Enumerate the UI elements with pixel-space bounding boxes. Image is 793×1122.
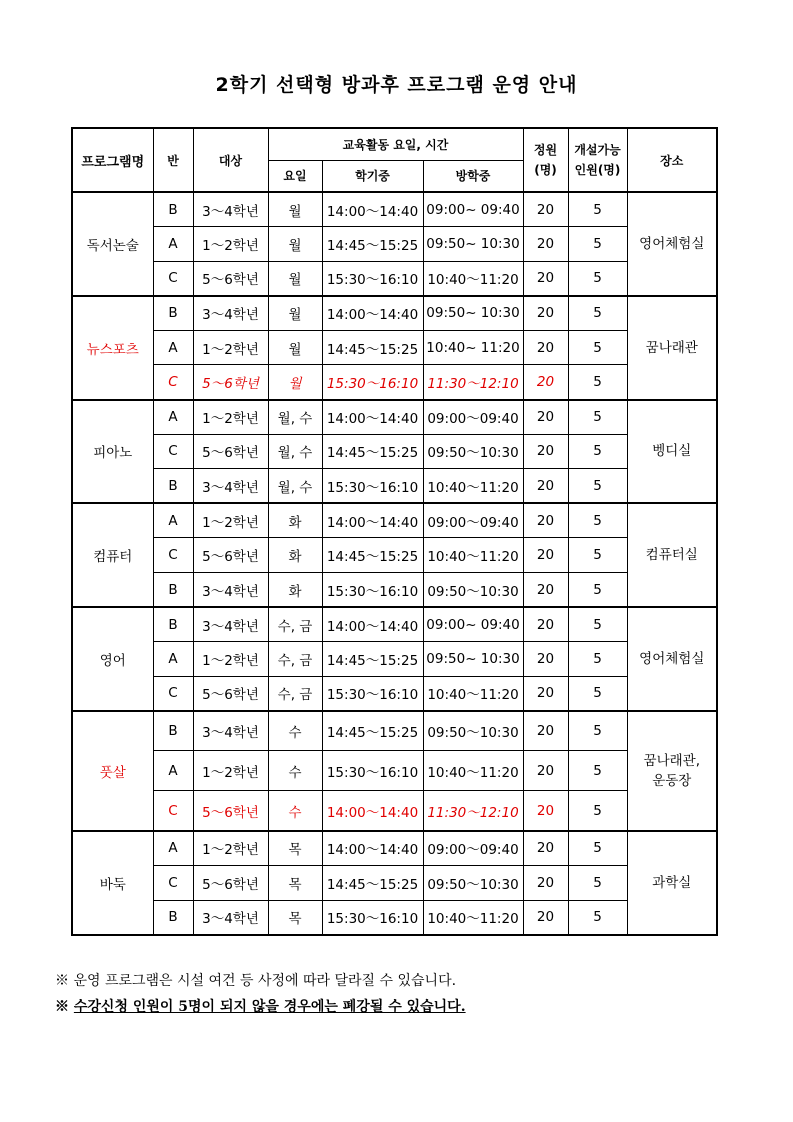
capacity-cell: 20 (523, 866, 568, 901)
vacation-time-cell: 09:00～09:40 (423, 831, 523, 866)
header-activity: 교육활동 요일, 시간 (268, 128, 523, 160)
table-row (72, 296, 717, 331)
semester-time-cell: 15:30～16:10 (322, 469, 423, 504)
notes (55, 968, 466, 1020)
class-cell: B (153, 711, 193, 751)
semester-time-cell: 15:30～16:10 (322, 365, 423, 400)
target-cell: 3～4학년 (193, 711, 268, 751)
day-cell: 화 (268, 503, 322, 538)
header-place: 장소 (627, 128, 717, 192)
note-2: ※ 수강신청 인원이 5명이 되지 않을 경우에는 폐강될 수 있습니다. (55, 999, 466, 1015)
table-row (72, 573, 717, 608)
vacation-time-cell: 09:50～10:30 (423, 866, 523, 901)
program-name: 뉴스포츠 (72, 296, 153, 400)
semester-time-cell: 14:45～15:25 (322, 434, 423, 469)
semester-time-cell: 15:30～16:10 (322, 573, 423, 608)
header-program: 프로그램명 (72, 128, 153, 192)
semester-time-cell: 14:45～15:25 (322, 642, 423, 677)
target-cell: 1～2학년 (193, 227, 268, 262)
place-cell: 벵디실 (627, 400, 717, 504)
header-target: 대상 (193, 128, 268, 192)
table-row (72, 538, 717, 573)
min-open-cell: 5 (568, 751, 627, 791)
semester-time-cell: 14:00～14:40 (322, 400, 423, 435)
vacation-time-cell: 09:50~ 10:30 (423, 227, 523, 262)
class-cell: A (153, 642, 193, 677)
vacation-time-cell: 09:50～10:30 (423, 434, 523, 469)
vacation-time-cell: 10:40~ 11:20 (423, 330, 523, 365)
note-2-text: 수강신청 인원이 5명이 되지 않을 경우에는 폐강될 수 있습니다. (73, 999, 466, 1015)
class-cell: B (153, 296, 193, 331)
target-cell: 5～6학년 (193, 434, 268, 469)
semester-time-cell: 15:30～16:10 (322, 676, 423, 711)
day-cell: 화 (268, 573, 322, 608)
vacation-time-cell: 11:30～12:10 (423, 791, 523, 831)
capacity-cell: 20 (523, 711, 568, 751)
day-cell: 수 (268, 711, 322, 751)
class-cell: A (153, 227, 193, 262)
schedule-body (72, 192, 717, 935)
place-cell: 영어체험실 (627, 192, 717, 296)
place-cell: 꿈나래관, 운동장 (627, 711, 717, 831)
class-cell: C (153, 261, 193, 296)
target-cell: 5～6학년 (193, 866, 268, 901)
min-open-cell: 5 (568, 607, 627, 642)
semester-time-cell: 14:00～14:40 (322, 791, 423, 831)
place-cell: 영어체험실 (627, 607, 717, 711)
capacity-cell: 20 (523, 573, 568, 608)
day-cell: 화 (268, 538, 322, 573)
semester-time-cell: 14:45～15:25 (322, 711, 423, 751)
table-row (72, 607, 717, 642)
vacation-time-cell: 10:40～11:20 (423, 900, 523, 935)
target-cell: 3～4학년 (193, 192, 268, 227)
min-open-cell: 5 (568, 503, 627, 538)
class-cell: B (153, 469, 193, 504)
vacation-time-cell: 10:40～11:20 (423, 751, 523, 791)
min-open-cell: 5 (568, 711, 627, 751)
header-semester: 학기중 (322, 160, 423, 192)
semester-time-cell: 14:00～14:40 (322, 831, 423, 866)
semester-time-cell: 14:45～15:25 (322, 866, 423, 901)
header-min-open: 개설가능 인원(명) (568, 128, 627, 192)
vacation-time-cell: 10:40～11:20 (423, 469, 523, 504)
capacity-cell: 20 (523, 192, 568, 227)
min-open-cell: 5 (568, 573, 627, 608)
vacation-time-cell: 09:50~ 10:30 (423, 642, 523, 677)
class-cell: C (153, 365, 193, 400)
table-row (72, 642, 717, 677)
table-row (72, 900, 717, 935)
header-class: 반 (153, 128, 193, 192)
vacation-time-cell: 09:00～09:40 (423, 503, 523, 538)
class-cell: B (153, 607, 193, 642)
day-cell: 월 (268, 227, 322, 262)
min-open-cell: 5 (568, 538, 627, 573)
day-cell: 월, 수 (268, 469, 322, 504)
table-row (72, 227, 717, 262)
class-cell: A (153, 330, 193, 365)
vacation-time-cell: 09:50～10:30 (423, 573, 523, 608)
day-cell: 수, 금 (268, 607, 322, 642)
target-cell: 1～2학년 (193, 642, 268, 677)
place-cell: 꿈나래관 (627, 296, 717, 400)
header-capacity: 정원 (명) (523, 128, 568, 192)
program-name: 풋살 (72, 711, 153, 831)
capacity-cell: 20 (523, 791, 568, 831)
header-day: 요일 (268, 160, 322, 192)
note-1-text: 운영 프로그램은 시설 여건 등 사정에 따라 달라질 수 있습니다. (73, 973, 457, 989)
capacity-cell: 20 (523, 676, 568, 711)
day-cell: 수, 금 (268, 676, 322, 711)
table-row (72, 434, 717, 469)
capacity-cell: 20 (523, 503, 568, 538)
vacation-time-cell: 09:00~ 09:40 (423, 607, 523, 642)
vacation-time-cell: 09:50～10:30 (423, 711, 523, 751)
class-cell: B (153, 192, 193, 227)
day-cell: 수 (268, 791, 322, 831)
vacation-time-cell: 11:30～12:10 (423, 365, 523, 400)
target-cell: 3～4학년 (193, 469, 268, 504)
vacation-time-cell: 09:00～09:40 (423, 400, 523, 435)
table-row (72, 330, 717, 365)
day-cell: 수 (268, 751, 322, 791)
capacity-cell: 20 (523, 227, 568, 262)
semester-time-cell: 15:30～16:10 (322, 751, 423, 791)
min-open-cell: 5 (568, 330, 627, 365)
day-cell: 월 (268, 192, 322, 227)
vacation-time-cell: 10:40～11:20 (423, 261, 523, 296)
target-cell: 3～4학년 (193, 573, 268, 608)
day-cell: 목 (268, 831, 322, 866)
min-open-cell: 5 (568, 791, 627, 831)
table-row (72, 751, 717, 791)
day-cell: 월 (268, 365, 322, 400)
target-cell: 5～6학년 (193, 261, 268, 296)
capacity-cell: 20 (523, 469, 568, 504)
target-cell: 3～4학년 (193, 607, 268, 642)
target-cell: 5～6학년 (193, 791, 268, 831)
class-cell: B (153, 900, 193, 935)
day-cell: 목 (268, 900, 322, 935)
day-cell: 목 (268, 866, 322, 901)
page-title: 2학기 선택형 방과후 프로그램 운영 안내 (215, 74, 578, 96)
capacity-cell: 20 (523, 642, 568, 677)
day-cell: 수, 금 (268, 642, 322, 677)
class-cell: C (153, 676, 193, 711)
class-cell: A (153, 831, 193, 866)
capacity-cell: 20 (523, 751, 568, 791)
target-cell: 1～2학년 (193, 751, 268, 791)
min-open-cell: 5 (568, 434, 627, 469)
semester-time-cell: 15:30～16:10 (322, 900, 423, 935)
min-open-cell: 5 (568, 192, 627, 227)
table-row (72, 503, 717, 538)
program-name: 독서논술 (72, 192, 153, 296)
min-open-cell: 5 (568, 365, 627, 400)
class-cell: C (153, 866, 193, 901)
target-cell: 1～2학년 (193, 330, 268, 365)
min-open-cell: 5 (568, 469, 627, 504)
vacation-time-cell: 09:50~ 10:30 (423, 296, 523, 331)
table-row (72, 676, 717, 711)
vacation-time-cell: 10:40～11:20 (423, 538, 523, 573)
capacity-cell: 20 (523, 434, 568, 469)
day-cell: 월, 수 (268, 400, 322, 435)
capacity-cell: 20 (523, 831, 568, 866)
day-cell: 월, 수 (268, 434, 322, 469)
class-cell: C (153, 434, 193, 469)
place-cell: 과학실 (627, 831, 717, 935)
table-row (72, 261, 717, 296)
header-vacation: 방학중 (423, 160, 523, 192)
capacity-cell: 20 (523, 365, 568, 400)
day-cell: 월 (268, 330, 322, 365)
class-cell: A (153, 503, 193, 538)
target-cell: 5～6학년 (193, 676, 268, 711)
program-name: 영어 (72, 607, 153, 711)
target-cell: 3～4학년 (193, 900, 268, 935)
capacity-cell: 20 (523, 538, 568, 573)
semester-time-cell: 14:45～15:25 (322, 330, 423, 365)
target-cell: 5～6학년 (193, 538, 268, 573)
target-cell: 1～2학년 (193, 503, 268, 538)
semester-time-cell: 14:00～14:40 (322, 296, 423, 331)
capacity-cell: 20 (523, 900, 568, 935)
semester-time-cell: 14:45～15:25 (322, 227, 423, 262)
place-cell: 컴퓨터실 (627, 503, 717, 607)
program-name: 컴퓨터 (72, 503, 153, 607)
min-open-cell: 5 (568, 400, 627, 435)
min-open-cell: 5 (568, 676, 627, 711)
program-name: 피아노 (72, 400, 153, 504)
capacity-cell: 20 (523, 330, 568, 365)
min-open-cell: 5 (568, 642, 627, 677)
class-cell: C (153, 538, 193, 573)
semester-time-cell: 14:45～15:25 (322, 538, 423, 573)
min-open-cell: 5 (568, 227, 627, 262)
semester-time-cell: 14:00～14:40 (322, 607, 423, 642)
min-open-cell: 5 (568, 866, 627, 901)
table-row (72, 866, 717, 901)
program-name: 바둑 (72, 831, 153, 935)
table-row (72, 791, 717, 831)
target-cell: 1～2학년 (193, 831, 268, 866)
day-cell: 월 (268, 261, 322, 296)
min-open-cell: 5 (568, 831, 627, 866)
capacity-cell: 20 (523, 607, 568, 642)
min-open-cell: 5 (568, 296, 627, 331)
capacity-cell: 20 (523, 400, 568, 435)
note-1: ※ 운영 프로그램은 시설 여건 등 사정에 따라 달라질 수 있습니다. (55, 973, 457, 989)
min-open-cell: 5 (568, 900, 627, 935)
table-row (72, 469, 717, 504)
table-row (72, 365, 717, 400)
class-cell: A (153, 400, 193, 435)
vacation-time-cell: 10:40～11:20 (423, 676, 523, 711)
semester-time-cell: 14:00～14:40 (322, 503, 423, 538)
class-cell: B (153, 573, 193, 608)
table-row (72, 831, 717, 866)
capacity-cell: 20 (523, 261, 568, 296)
target-cell: 5～6학년 (193, 365, 268, 400)
vacation-time-cell: 09:00~ 09:40 (423, 192, 523, 227)
class-cell: A (153, 751, 193, 791)
semester-time-cell: 14:00～14:40 (322, 192, 423, 227)
target-cell: 3～4학년 (193, 296, 268, 331)
capacity-cell: 20 (523, 296, 568, 331)
target-cell: 1～2학년 (193, 400, 268, 435)
class-cell: C (153, 791, 193, 831)
min-open-cell: 5 (568, 261, 627, 296)
table-row (72, 711, 717, 751)
day-cell: 월 (268, 296, 322, 331)
schedule-table (71, 127, 718, 936)
table-row (72, 400, 717, 435)
table-row (72, 192, 717, 227)
semester-time-cell: 15:30～16:10 (322, 261, 423, 296)
